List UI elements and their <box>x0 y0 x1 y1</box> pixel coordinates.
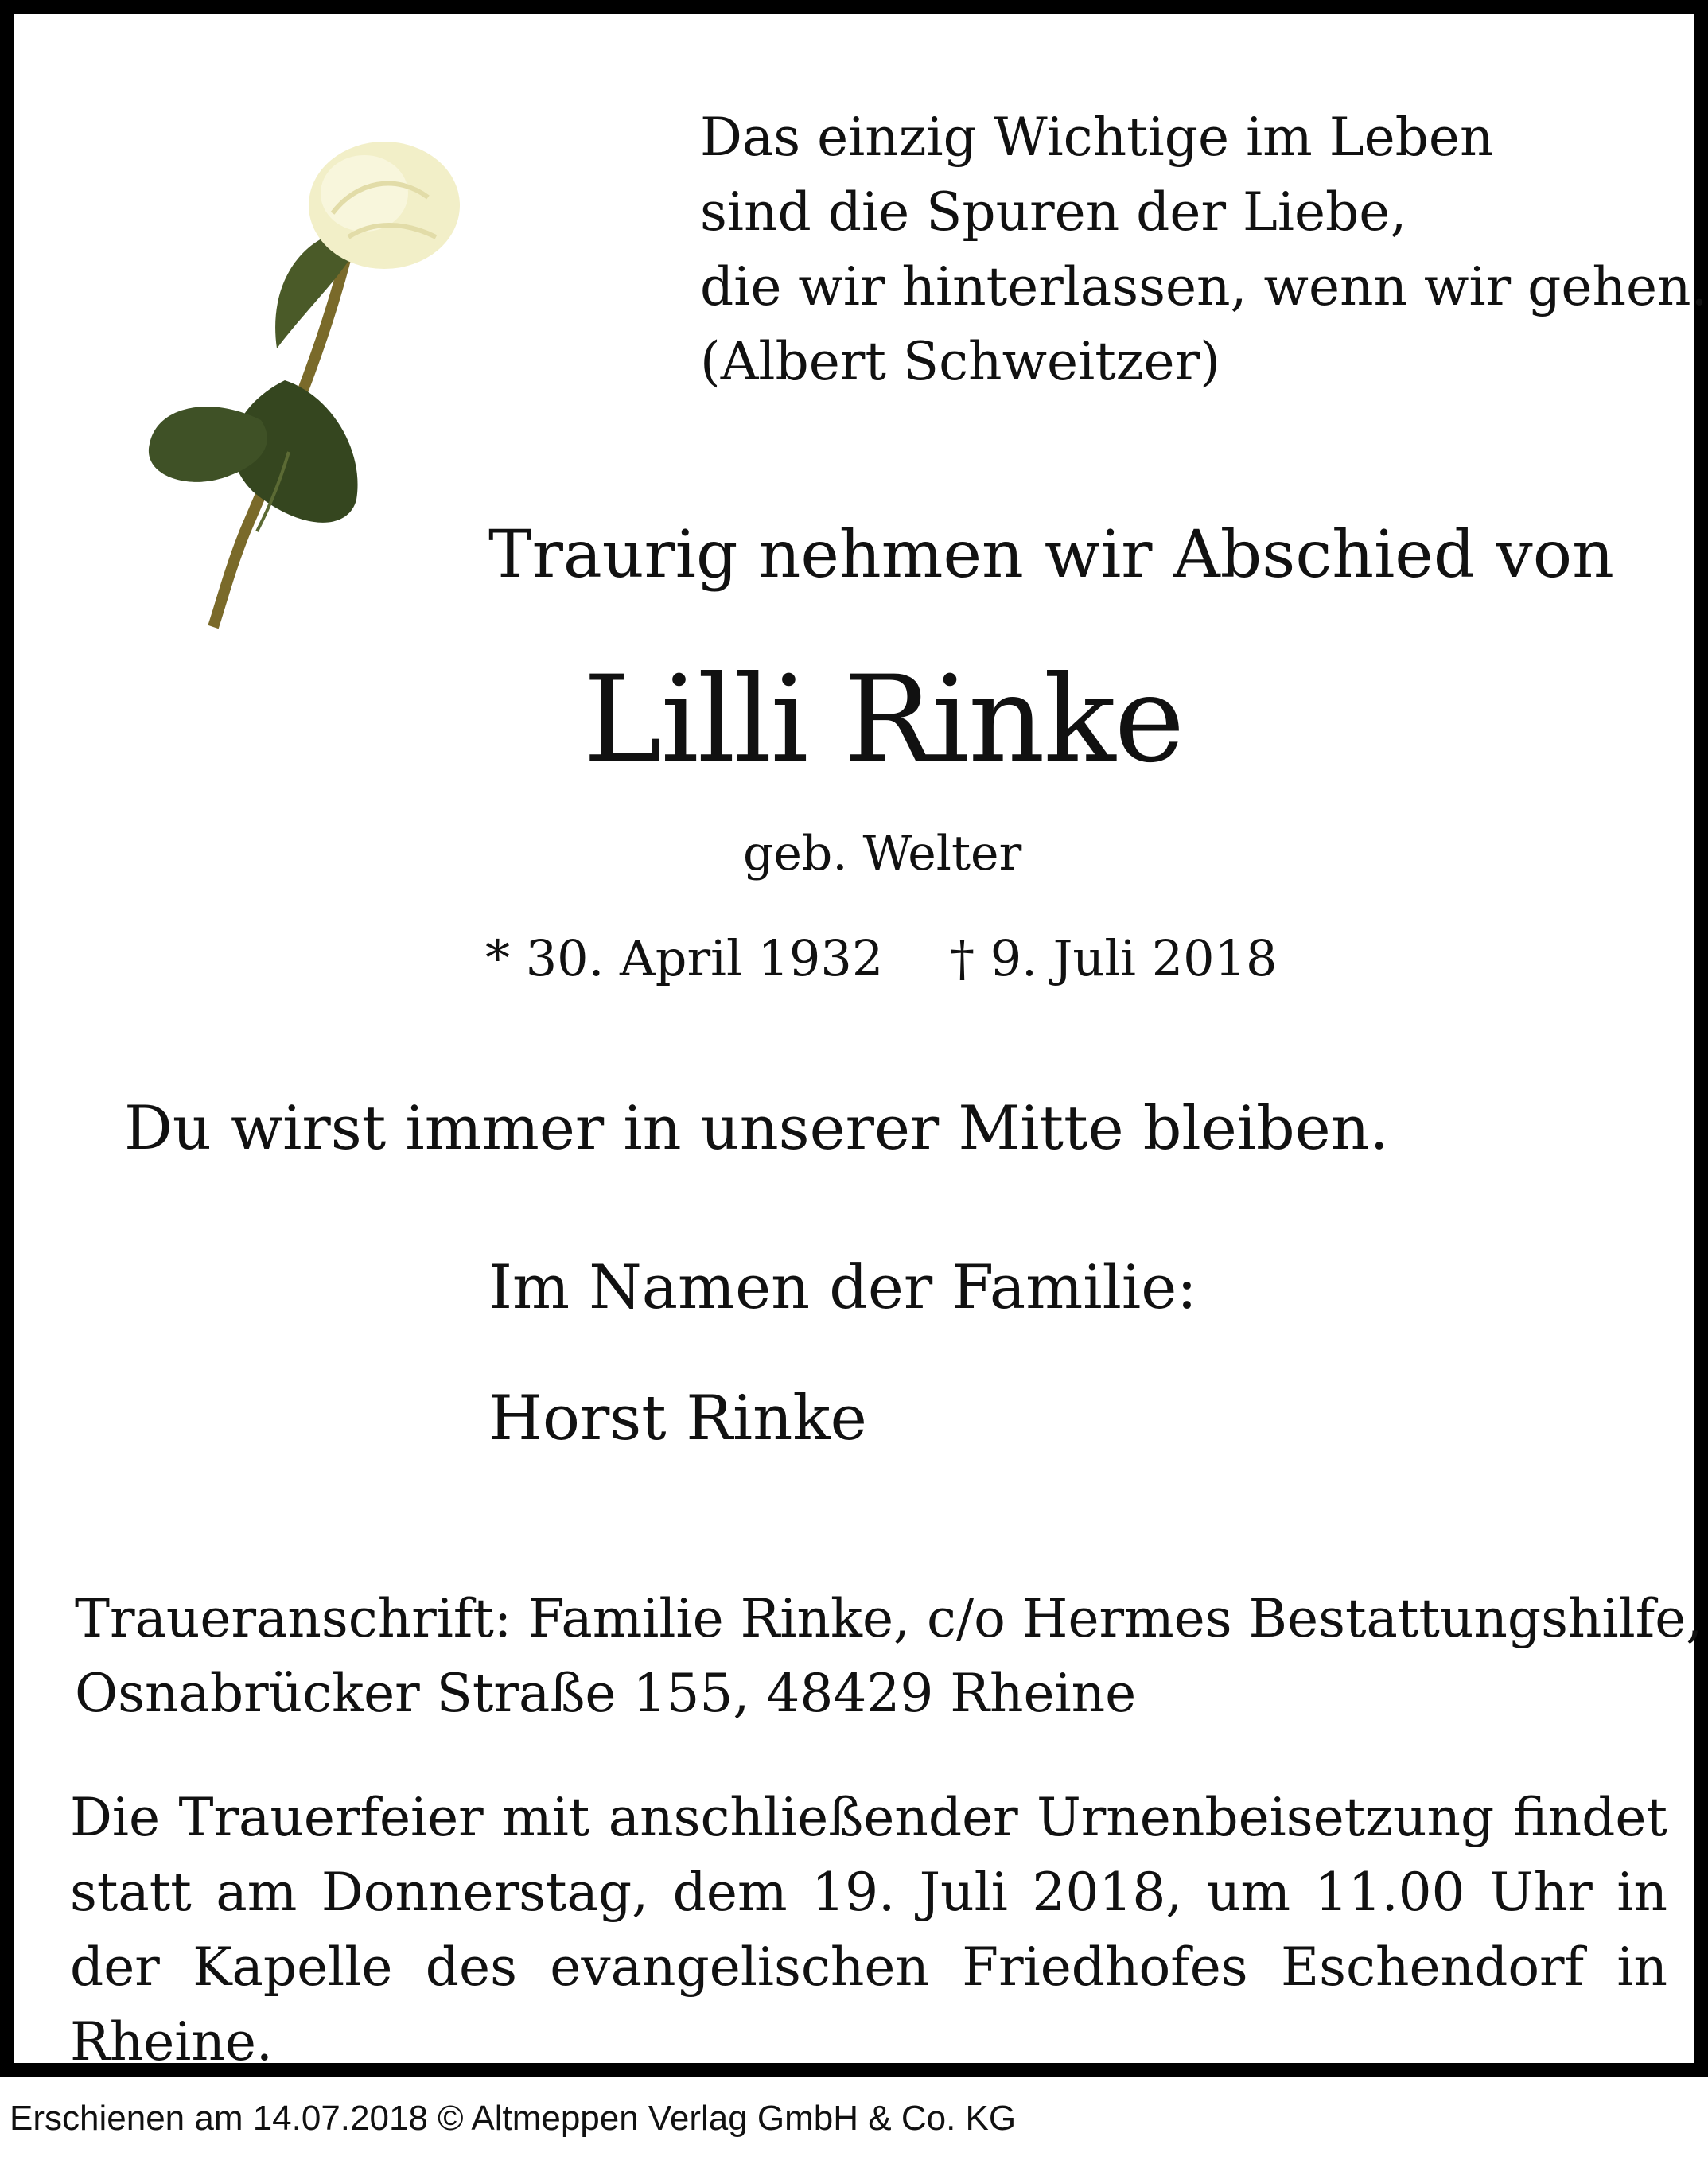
farewell-intro: Traurig nehmen wir Abschied von <box>488 517 1614 593</box>
ceremony-details: Die Trauerfeier mit anschließender Urnenbeisetzung findet statt am Donnerstag, dem 19. Juli 2018, um 11.00 Uhr in der Kapelle des evangelischen Friedhofes Eschendorf in Rheine. <box>70 1787 1667 2072</box>
family-label: Im Namen der Familie: <box>488 1251 1197 1322</box>
quote-line: sind die Spuren der Liebe, <box>700 181 1407 243</box>
deceased-name: Lilli Rinke <box>583 651 1184 789</box>
rose-illustration <box>94 118 539 635</box>
quote-line: Das einzig Wichtige im Leben <box>700 107 1494 168</box>
quote-attribution: (Albert Schweitzer) <box>700 331 1220 392</box>
quote-line: die wir hinterlassen, wenn wir gehen. <box>700 256 1708 317</box>
publication-footer: Erschienen am 14.07.2018 © Altmeppen Verlag GmbH & Co. KG <box>10 2099 1017 2138</box>
birth-date: * 30. April 1932 <box>485 929 884 987</box>
family-signatory: Horst Rinke <box>488 1383 867 1454</box>
quote-block <box>700 100 1708 399</box>
remembrance-line: Du wirst immer in unserer Mitte bleiben. <box>124 1092 1389 1163</box>
maiden-name: geb. Welter <box>743 826 1022 882</box>
address-line: Traueranschrift: Familie Rinke, c/o Hermes Bestattungshilfe, <box>75 1588 1703 1649</box>
address-line: Osnabrücker Straße 155, 48429 Rheine <box>75 1663 1137 1724</box>
mourning-address <box>75 1582 1702 1731</box>
death-date: † 9. Juli 2018 <box>950 929 1278 987</box>
